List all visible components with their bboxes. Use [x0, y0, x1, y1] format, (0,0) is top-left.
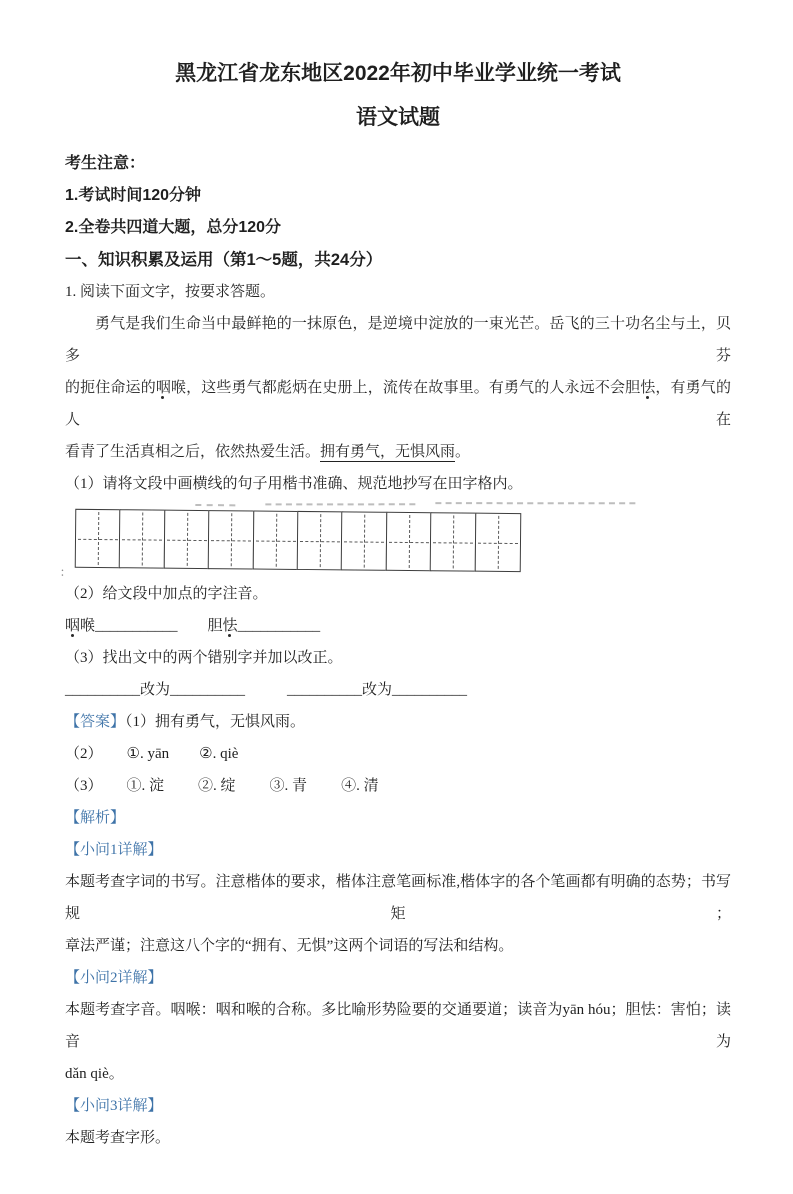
gaiwei-label: 改为 — [362, 682, 393, 698]
pinyin-blank-1: ___________ — [95, 618, 178, 634]
analysis-1-line-1: 本题考查字词的书写。注意楷体的要求，楷体注意笔画标准,楷体字的各个笔画都有明确的态势；书写规矩； — [65, 874, 731, 922]
answer-3-item-2: ②. 绽 — [198, 778, 236, 794]
passage-line-3 — [65, 436, 731, 468]
sub-question-3: （3）找出文中的两个错别字并加以改正。 — [65, 650, 343, 666]
answer-3-number: （3） — [65, 778, 103, 794]
writing-grid — [60, 509, 534, 579]
section-heading: 一、知识积累及运用（第1～5题，共24分） — [65, 251, 383, 269]
passage-text: 喉，这些勇气都彪炳在史册上，流传在故事里。有勇气的人永远不会胆 — [170, 380, 641, 396]
answer-3-item-1: ①. 淀 — [126, 778, 165, 794]
word-text: 喉 — [80, 618, 96, 634]
question-1-intro: 1. 阅读下面文字，按要求答题。 — [65, 284, 276, 300]
passage-text: 看青了生活真相之后，依然热爱生活。 — [65, 444, 321, 460]
answer-line-1 — [65, 706, 731, 738]
sub-answer-2-heading: 【小问2详解】 — [65, 970, 163, 986]
grid-cell — [474, 513, 521, 572]
sub-answer-3-heading: 【小问3详解】 — [65, 1098, 163, 1114]
notice-heading: 考生注意： — [65, 155, 146, 172]
answer-3-item-4: ④. 清 — [341, 778, 379, 794]
scan-artifact: : — [60, 563, 65, 579]
answer-label: 【答案】 — [65, 714, 126, 730]
dotted-char-yan: 咽 — [155, 380, 171, 396]
passage-text: 的扼住命运的 — [65, 380, 156, 396]
scan-artifact — [195, 504, 235, 506]
grid-cell — [252, 511, 299, 570]
dotted-char-yan: 咽 — [65, 618, 81, 634]
word-text: 胆 — [207, 618, 223, 634]
dotted-char-qie: 怯 — [640, 380, 656, 396]
pinyin-blank-2: ___________ — [237, 618, 321, 634]
correction-blank-2: __________ — [170, 682, 246, 698]
passage-line-1: 勇气是我们生命当中最鲜艳的一抹原色，是逆境中淀放的一束光芒。岳飞的三十功名尘与土，贝多芬 — [65, 316, 731, 364]
grid-cell — [430, 512, 477, 571]
sub-question-1: （1）请将文段中画横线的句子用楷书准确、规范地抄写在田字格内。 — [65, 476, 523, 492]
grid-cell — [208, 510, 255, 569]
doc-subtitle: 语文试题 — [356, 106, 440, 129]
grid-cell — [297, 511, 344, 570]
grid-cell — [386, 512, 433, 571]
passage-text: ，有勇气的人在 — [65, 380, 731, 428]
grid-cell — [75, 509, 122, 568]
underlined-phrase: 拥有勇气，无惧风雨 — [320, 444, 456, 460]
pinyin-blank-line — [65, 610, 731, 642]
passage-line-2 — [65, 372, 731, 436]
grid-row — [75, 509, 534, 572]
grid-cell — [119, 509, 166, 568]
grid-cell — [164, 510, 211, 569]
analysis-2-line-1: 本题考查字音。咽喉：咽和喉的合称。多比喻形势险要的交通要道；读音为yān hóu；胆怯：害怕；读音为 — [65, 1002, 731, 1050]
analysis-3-line-1: 本题考查字形。 — [65, 1130, 171, 1146]
answer-line-2 — [65, 738, 731, 770]
answer-3-item-3: ③. 青 — [269, 778, 308, 794]
answer-2-item-1: ①. yān — [126, 746, 170, 762]
answer-2-number: （2） — [65, 746, 103, 762]
dotted-char-qie: 怯 — [222, 618, 238, 634]
analysis-2-line-2: dǎn qiè。 — [65, 1066, 124, 1082]
sub-answer-1-heading: 【小问1详解】 — [65, 842, 163, 858]
notice-item-1: 1.考试时间120分钟 — [65, 187, 202, 204]
answer-line-3 — [65, 770, 731, 802]
sub-question-2: （2）给文段中加点的字注音。 — [65, 586, 268, 602]
page-title: 黑龙江省龙东地区2022年初中毕业学业统一考试 — [175, 62, 621, 85]
answer-2-item-2: ②. qiè — [199, 746, 239, 762]
notice-item-2: 2.全卷共四道大题，总分120分 — [65, 219, 282, 236]
correction-blank-1: __________ — [65, 682, 140, 698]
correction-blank-line — [65, 674, 731, 706]
passage-text: 。 — [455, 444, 471, 460]
answer-1-text: （1）拥有勇气，无惧风雨。 — [125, 714, 306, 730]
scan-artifact — [435, 502, 635, 504]
correction-blank-4: __________ — [392, 682, 468, 698]
analysis-label: 【解析】 — [65, 810, 126, 826]
analysis-1-line-2: 章法严谨；注意这八个字的“拥有、无惧”这两个词语的写法和结构。 — [65, 938, 514, 954]
correction-blank-3: __________ — [287, 682, 363, 698]
scan-artifact — [265, 503, 415, 505]
gaiwei-label: 改为 — [140, 682, 171, 698]
grid-cell — [341, 511, 388, 570]
